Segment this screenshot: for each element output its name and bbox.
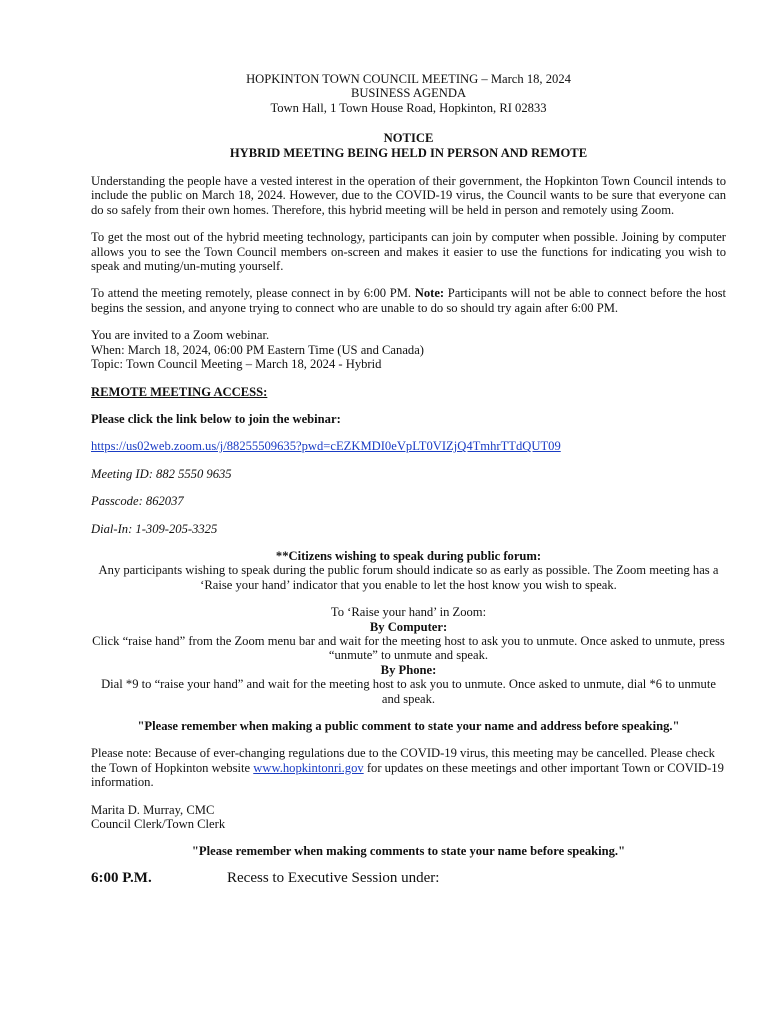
agenda-item-text: Recess to Executive Session under: <box>227 869 440 886</box>
signer-name: Marita D. Murray, CMC <box>91 802 215 817</box>
meeting-id: Meeting ID: 882 5550 9635 <box>91 466 232 481</box>
cancellation-note <box>91 746 726 789</box>
public-comment-reminder: "Please remember when making a public comment to state your name and address before speaking." <box>137 719 680 733</box>
notice-paragraph-1: Understanding the people have a vested interest in the operation of their government, the Hopkinton Town Council intends to include the public on March 18, 2024. However, due to the COVID-19 virus, the Council wants to be sure that everyone can do so safely from their own homes. Therefore, this hybrid meeting will be held in person and remotely using Zoom. <box>91 174 726 217</box>
speaking-reminder: "Please remember when making comments to state your name before speaking." <box>191 844 626 859</box>
by-phone-heading: By Phone: <box>380 662 437 677</box>
header-line-2: BUSINESS AGENDA <box>350 86 467 101</box>
note-text-rest: for updates on these meetings and other important Town or COVID-19 information. <box>91 760 724 790</box>
by-phone-text: Dial *9 to “raise your hand” and wait for the meeting host to ask you to unmute. Once asked to unmute, dial *6 to unmute and speak. <box>101 677 716 706</box>
webinar-topic: Topic: Town Council Meeting – March 18, 2024 - Hybrid <box>91 357 382 372</box>
dial-in: Dial-In: 1-309-205-3325 <box>91 521 218 536</box>
header-line-1: HOPKINTON TOWN COUNCIL MEETING – March 18, 2024 <box>246 72 571 86</box>
raise-hand-title: To ‘Raise your hand’ in Zoom: <box>330 605 487 620</box>
remote-access-heading: REMOTE MEETING ACCESS: <box>91 384 268 399</box>
para3-text-rest: Participants will not be able to connect before the host begins the session, and anyone trying to connect who are unable to do so should try again after 6:00 PM. <box>91 286 727 315</box>
webinar-invite: You are invited to a Zoom webinar. <box>91 328 270 343</box>
notice-title: NOTICE <box>383 131 434 146</box>
agenda-item-row <box>91 871 726 885</box>
join-instruction: Please click the link below to join the webinar: <box>91 411 341 426</box>
notice-subtitle: HYBRID MEETING BEING HELD IN PERSON AND REMOTE <box>229 145 588 160</box>
header-line-3: Town Hall, 1 Town House Road, Hopkinton, RI 02833 <box>270 100 547 115</box>
public-forum-heading: **Citizens wishing to speak during public forum: <box>275 548 542 563</box>
webinar-when: When: March 18, 2024, 06:00 PM Eastern Time (US and Canada) <box>91 342 424 357</box>
agenda-time: 6:00 P.M. <box>91 869 152 886</box>
note-text: Please note: Because of ever-changing regulations due to the COVID-19 virus, this meeting may be cancelled. Please check the Town of Hopkinton website <box>91 746 715 775</box>
notice-paragraph-2: To get the most out of the hybrid meeting technology, participants can join by computer when possible. Joining by computer allows you to see the Town Council members on-screen and makes it easier to use the functions for indicating you wish to speak and muting/un-muting yourself. <box>91 230 726 274</box>
agenda-document <box>91 72 726 885</box>
signer-title: Council Clerk/Town Clerk <box>91 817 226 832</box>
notice-paragraph-3 <box>91 286 726 315</box>
public-forum-text: Any participants wishing to speak during the public forum should indicate so as early as possible. The Zoom meeting has a ‘Raise your hand’ indicator that you enable to let the host know you wish to speak. <box>98 563 719 592</box>
webinar-link[interactable]: https://us02web.zoom.us/j/88255509635?pwd=cEZKMDI0eVpLT0VIZjQ4TmhrTTdQUT09 <box>91 439 561 454</box>
by-computer-heading: By Computer: <box>369 619 448 634</box>
note-label: Note: <box>414 286 445 301</box>
passcode: Passcode: 862037 <box>91 494 184 509</box>
by-computer-text: Click “raise hand” from the Zoom menu bar and wait for the meeting host to ask you to unmute. Once asked to unmute, press “unmute” to unmute and speak. <box>92 633 725 663</box>
website-link[interactable]: www.hopkintonri.gov <box>253 760 364 775</box>
para3-text: To attend the meeting remotely, please connect in by 6:00 PM. <box>91 286 415 301</box>
